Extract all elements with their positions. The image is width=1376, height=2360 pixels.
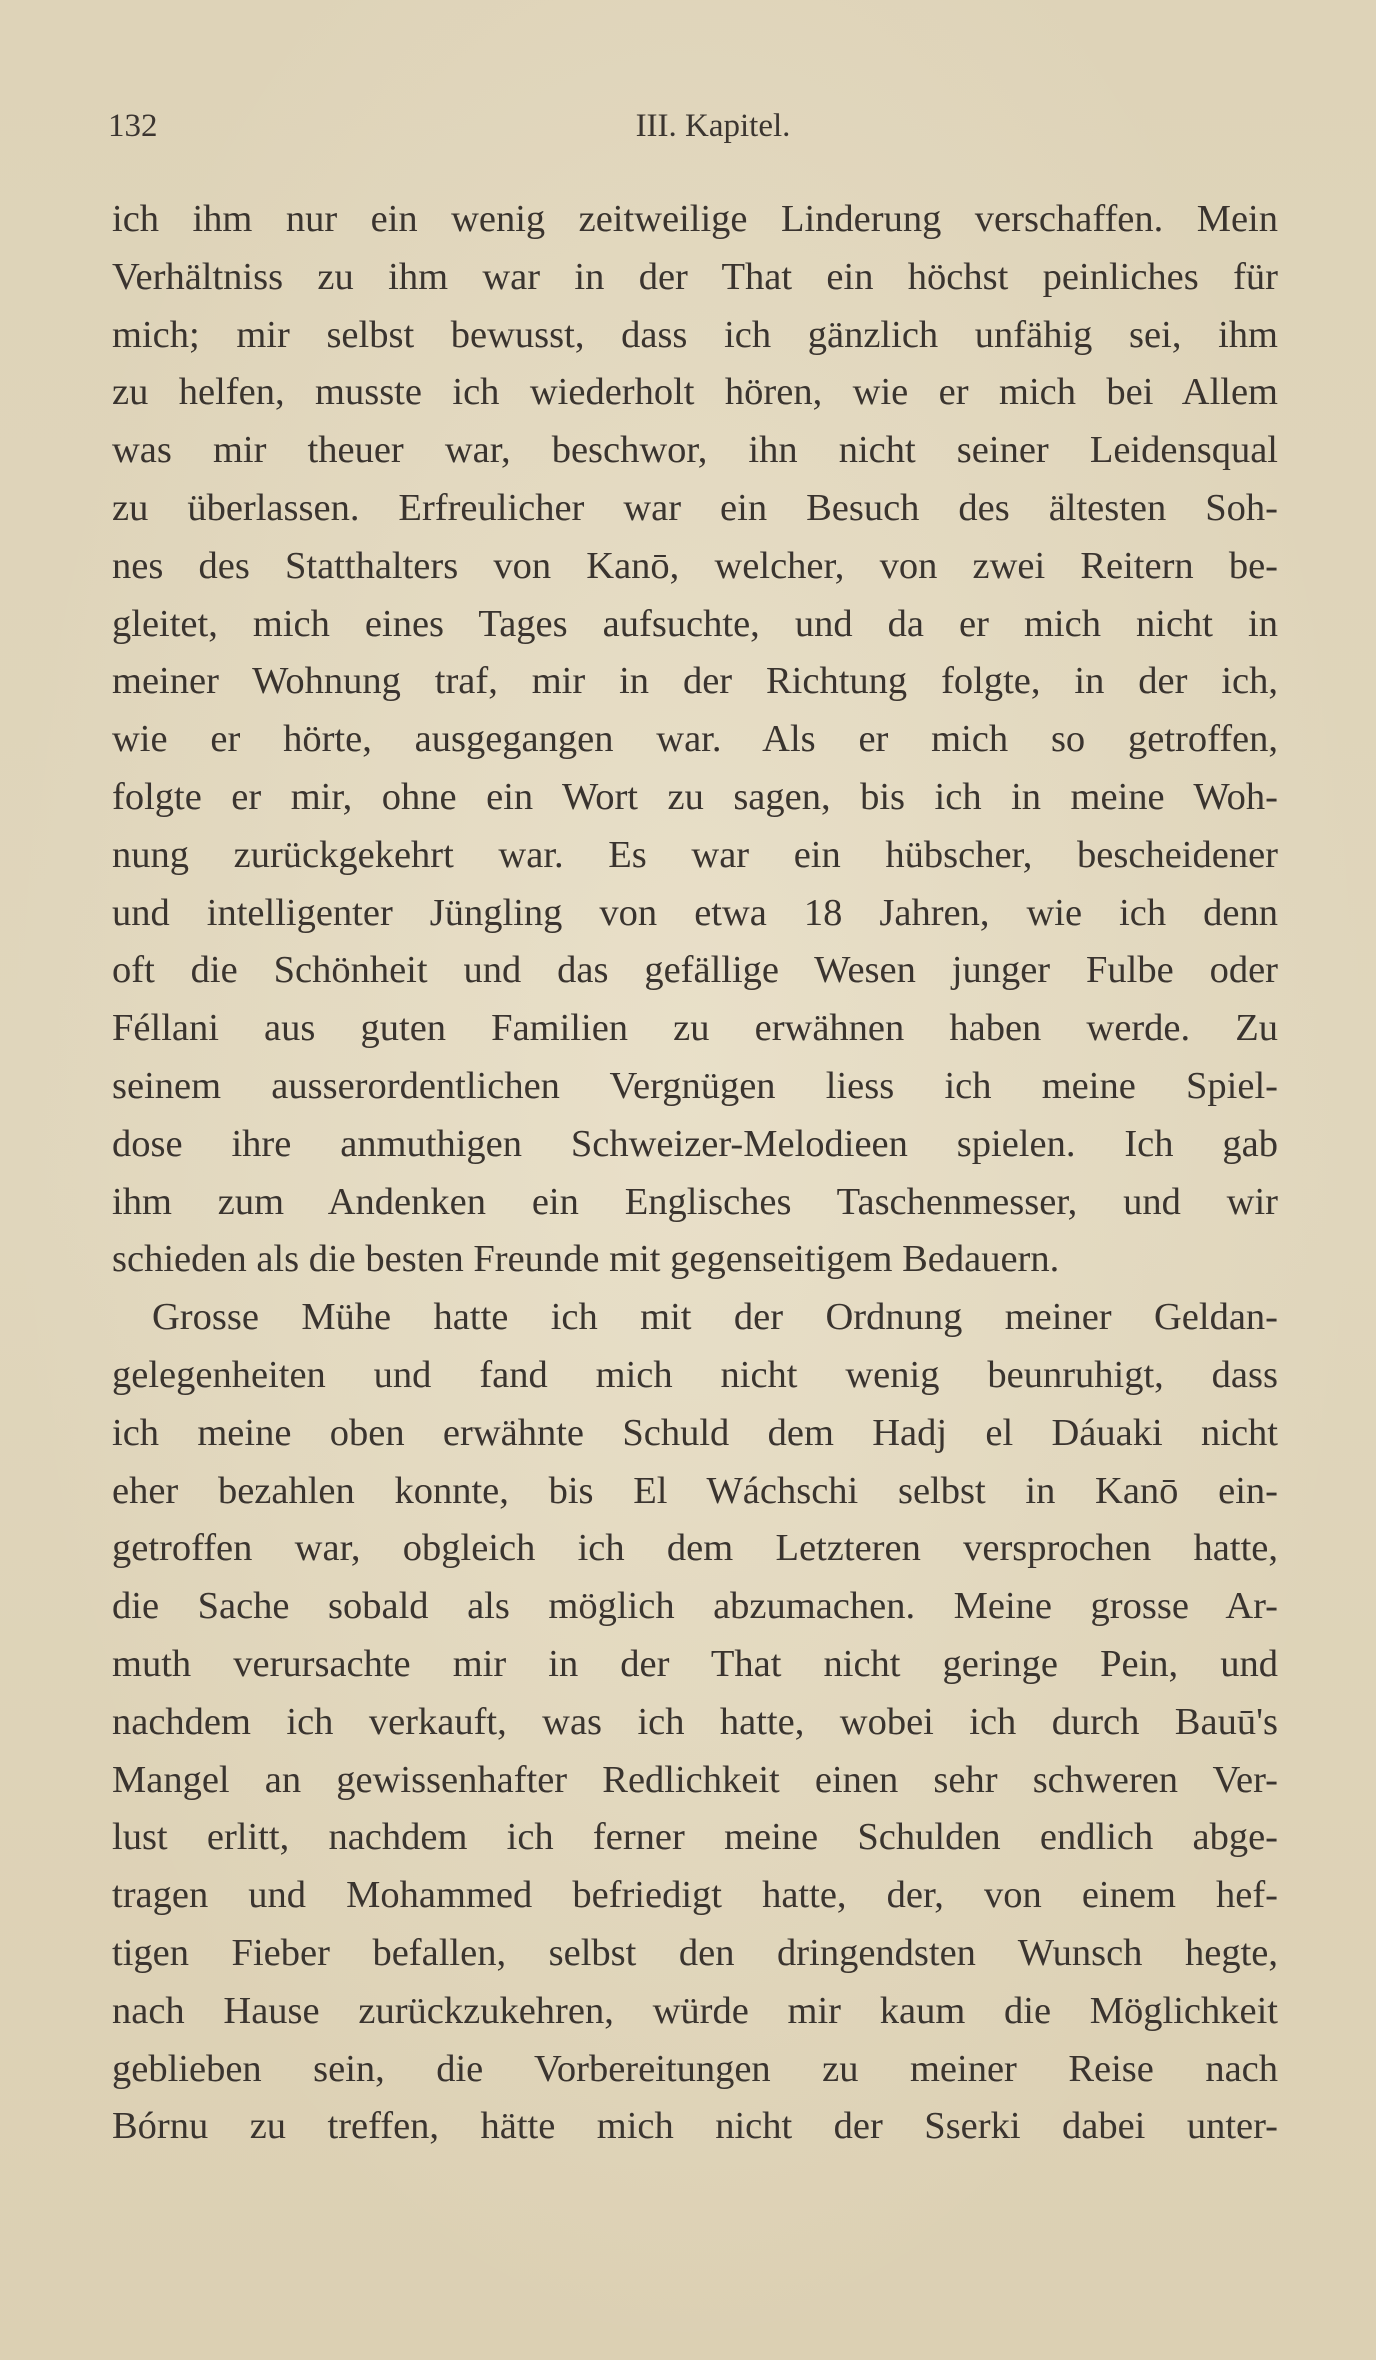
text-line: ich meine oben erwähnte Schuld dem Hadj el Dáuaki nicht <box>112 1411 1278 1454</box>
text-line: dose ihre anmuthigen Schweizer-Melodieen spielen. Ich gab <box>112 1122 1278 1165</box>
text-line: nach Hause zurückzukehren, würde mir kaum die Möglichkeit <box>112 1989 1278 2032</box>
text-line: lust erlitt, nachdem ich ferner meine Schulden endlich abge- <box>112 1816 1278 1859</box>
text-line: tragen und Mohammed befriedigt hatte, der, von einem hef- <box>112 1874 1278 1917</box>
text-line: die Sache sobald als möglich abzumachen. Meine grosse Ar- <box>112 1585 1278 1628</box>
text-line: oft die Schönheit und das gefällige Wesen junger Fulbe oder <box>112 949 1278 992</box>
text-line: zu helfen, musste ich wiederholt hören, wie er mich bei Allem <box>112 371 1278 414</box>
text-line: nachdem ich verkauft, was ich hatte, wobei ich durch Bauū's <box>112 1700 1278 1743</box>
text-line: Verhältniss zu ihm war in der That ein höchst peinliches für <box>112 255 1278 298</box>
text-line: muth verursachte mir in der That nicht geringe Pein, und <box>112 1642 1278 1685</box>
body-text <box>112 191 1278 2156</box>
text-line: gelegenheiten und fand mich nicht wenig beunruhigt, dass <box>112 1353 1278 1396</box>
text-line: ihm zum Andenken ein Englisches Taschenmesser, und wir <box>112 1180 1278 1223</box>
text-line: seinem ausserordentlichen Vergnügen liess ich meine Spiel- <box>112 1064 1278 1107</box>
text-line: nung zurückgekehrt war. Es war ein hübscher, bescheidener <box>112 833 1278 876</box>
text-line: schieden als die besten Freunde mit gegenseitigem Bedauern. <box>112 1238 1060 1281</box>
text-line: eher bezahlen konnte, bis El Wáchschi selbst in Kanō ein- <box>112 1469 1278 1512</box>
text-line: gleitet, mich eines Tages aufsuchte, und da er mich nicht in <box>112 602 1278 645</box>
text-line: Bórnu zu treffen, hätte mich nicht der Sserki dabei unter- <box>112 2105 1278 2148</box>
text-line: mich; mir selbst bewusst, dass ich gänzlich unfähig sei, ihm <box>112 313 1278 356</box>
text-line: tigen Fieber befallen, selbst den dringendsten Wunsch hegte, <box>112 1931 1278 1974</box>
text-line: ich ihm nur ein wenig zeitweilige Linderung verschaffen. Mein <box>112 198 1278 240</box>
text-line: folgte er mir, ohne ein Wort zu sagen, bis ich in meine Woh- <box>112 775 1278 818</box>
text-line: zu überlassen. Erfreulicher war ein Besuch des ältesten Soh- <box>112 486 1278 529</box>
text-line: wie er hörte, ausgegangen war. Als er mich so getroffen, <box>112 718 1278 761</box>
text-line: nes des Statthalters von Kanō, welcher, von zwei Reitern be- <box>112 544 1278 587</box>
text-line: und intelligenter Jüngling von etwa 18 Jahren, wie ich denn <box>112 891 1278 934</box>
page-header <box>108 108 1278 168</box>
text-line: getroffen war, obgleich ich dem Letzteren versprochen hatte, <box>112 1527 1278 1570</box>
text-line: Féllani aus guten Familien zu erwähnen haben werde. Zu <box>112 1007 1278 1050</box>
running-head: III. Kapitel. <box>635 108 791 144</box>
text-line: Grosse Mühe hatte ich mit der Ordnung meiner Geldan- <box>152 1296 1278 1339</box>
text-line: was mir theuer war, beschwor, ihn nicht seiner Leidensqual <box>112 429 1278 472</box>
text-line: geblieben sein, die Vorbereitungen zu meiner Reise nach <box>112 2047 1278 2090</box>
text-line: meiner Wohnung traf, mir in der Richtung folgte, in der ich, <box>112 660 1278 703</box>
text-line: Mangel an gewissenhafter Redlichkeit einen sehr schweren Ver- <box>112 1758 1278 1801</box>
page-number: 132 <box>108 108 158 144</box>
